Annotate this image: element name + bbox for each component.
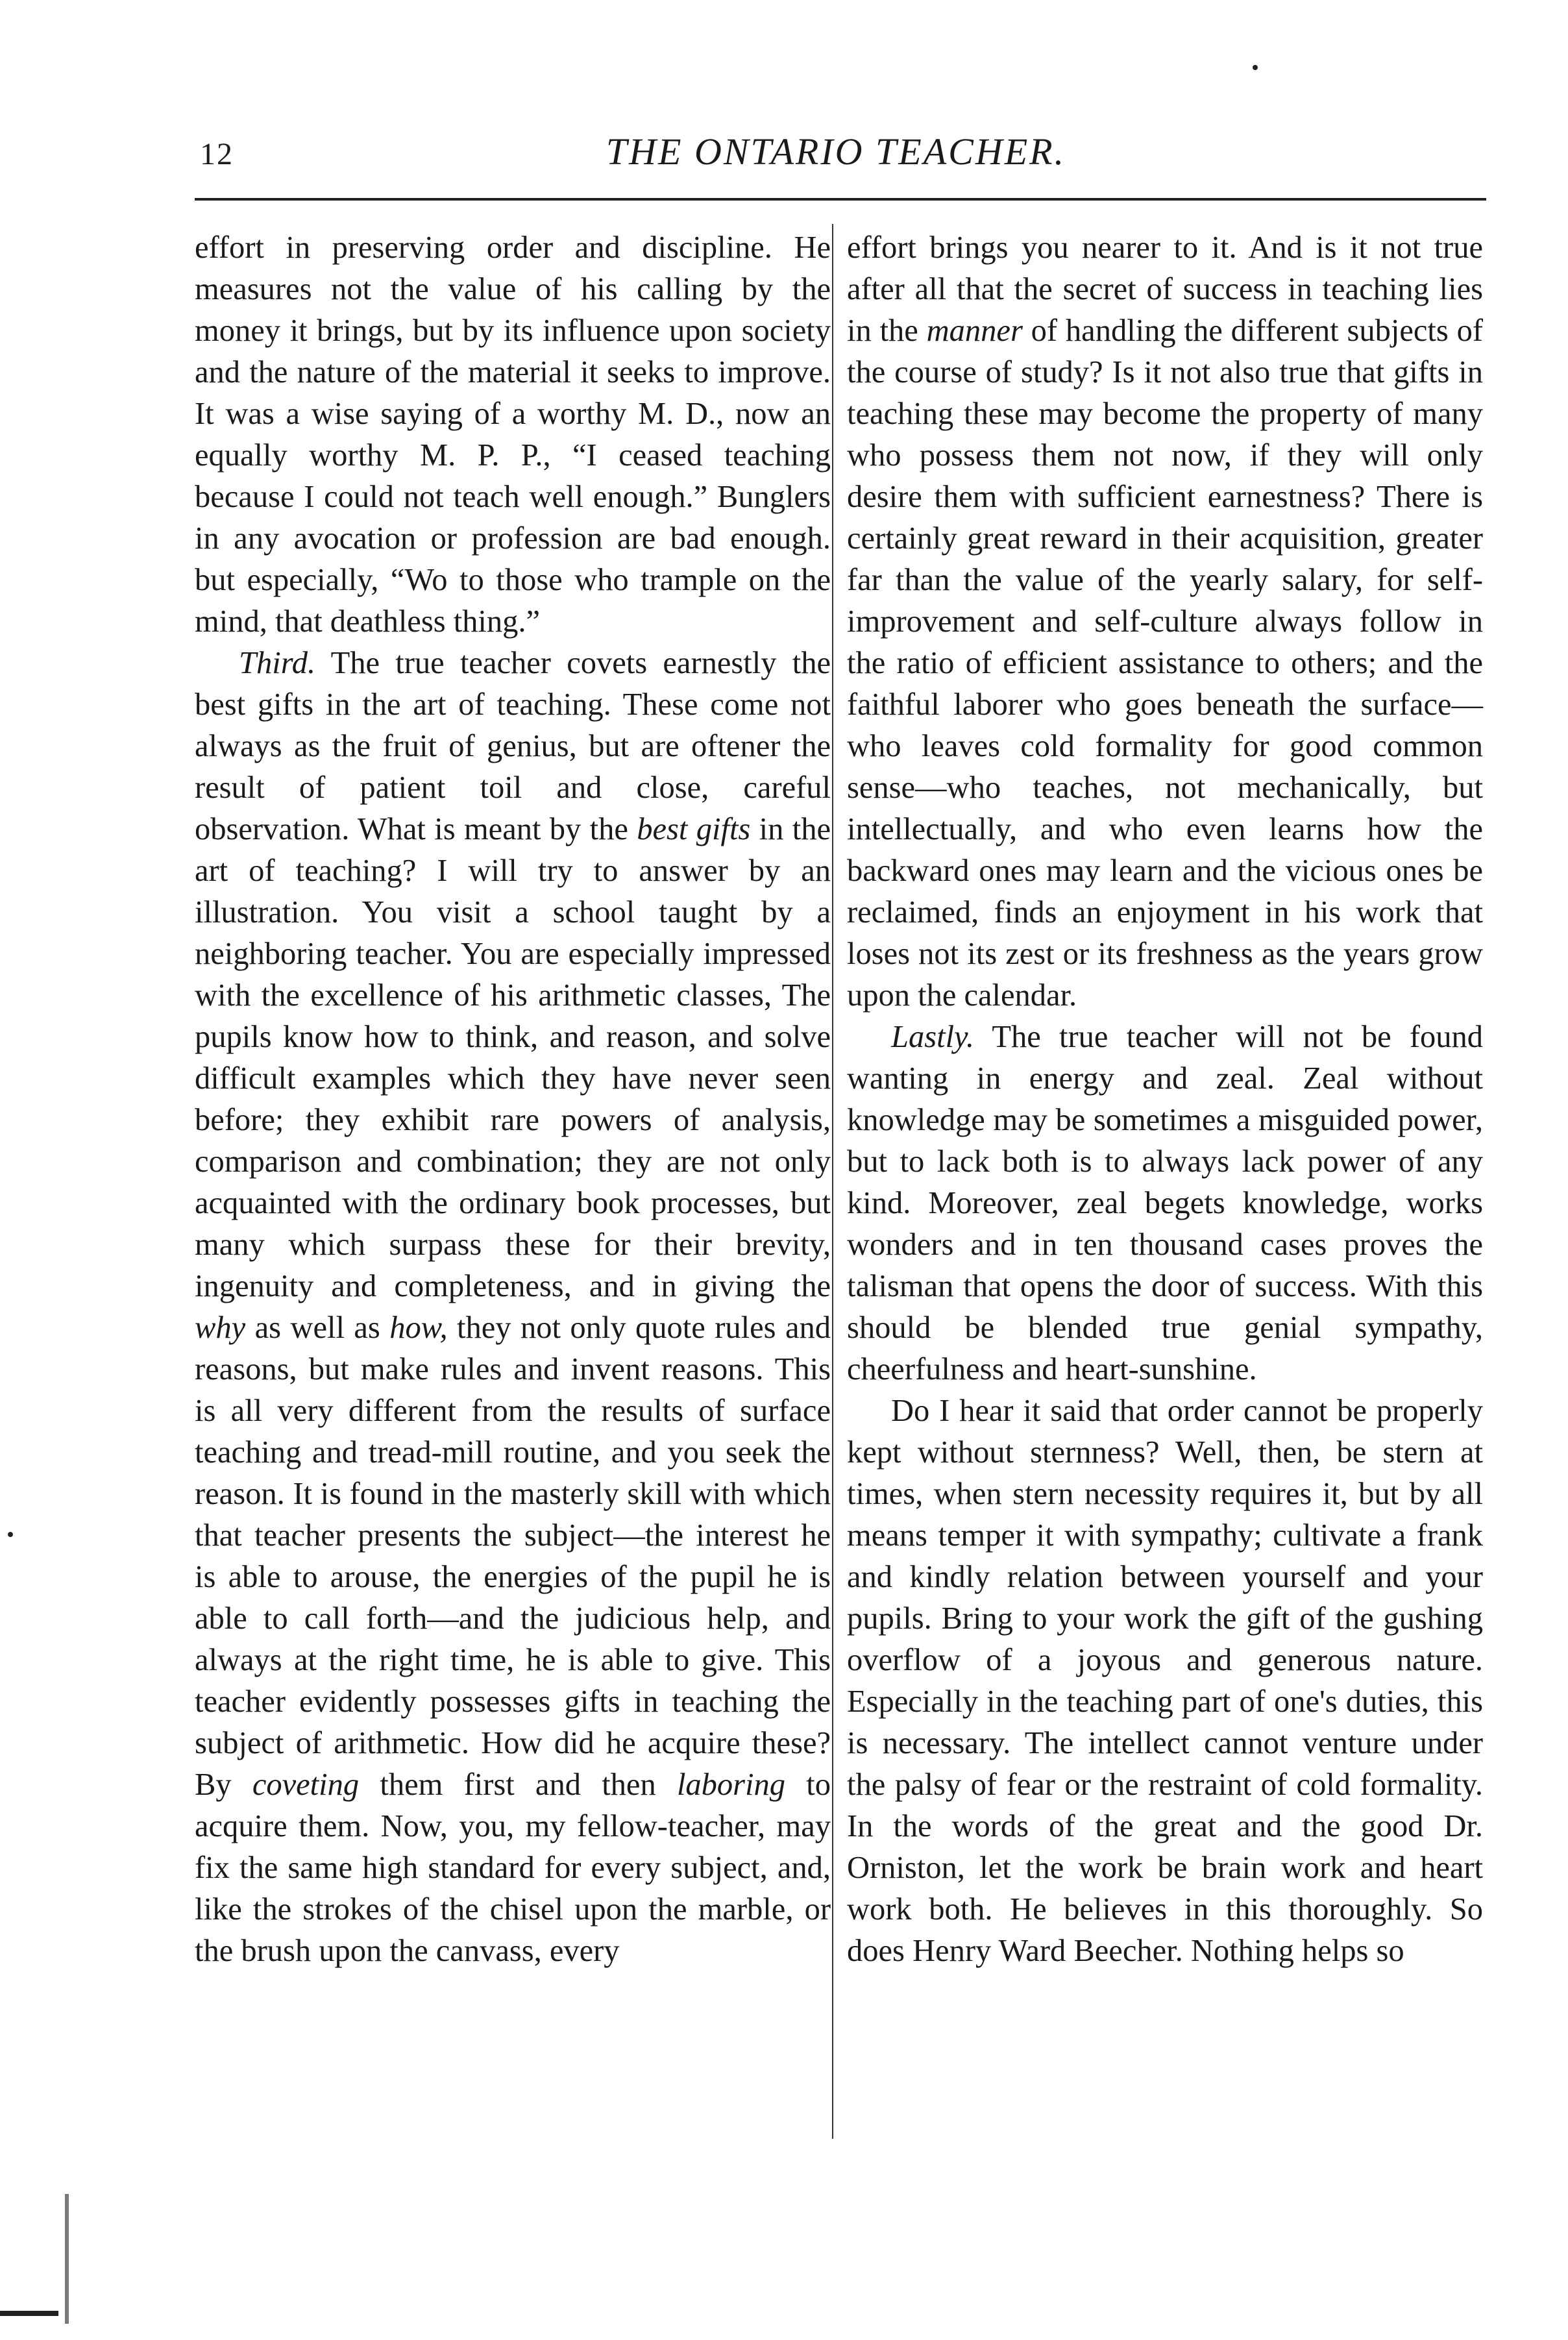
left-column [195,227,831,1972]
text-run: in the art of teaching? I will try to answer by an illustration. You visit a school taught by a neighboring teacher. You are especially impressed with the excellence of his arithmetic classes, The pupils know how to think, and reason, and solve difficult examples which they have never seen before; they exhibit rare powers of analysis, comparison and combination; they are not only acquainted with the ordinary book processes, but many which surpass these for their brevity, ingenuity and completeness, and in giving the [195,812,831,1303]
right-column [847,227,1483,1972]
right-paragraph-1 [847,227,1483,1016]
emphasis: coveting [252,1767,360,1802]
emphasis: laboring [676,1767,786,1802]
scan-speck [8,1532,13,1537]
right-paragraph-3: Do I hear it said that order cannot be properly kept without sternness? Well, then, be stern at times, when stern necessity requires it, but by all means temper it with sympathy; cultivate a frank and kindly relation between yourself and your pupils. Bring to your work the gift of the gushing overflow of a joyous and generous nature. Especially in the teaching part of one's duties, this is necessary. The intellect cannot venture under the palsy of fear or the restraint of cold formality. In the words of the great and the good Dr. Orniston, let the work be brain work and heart work both. He believes in this thoroughly. So does Henry Ward Beecher. Nothing helps so [847,1394,1483,1968]
emphasis: best gifts [637,812,751,846]
running-title: THE ONTARIO TEACHER. [606,130,1066,173]
header-rule [195,198,1486,201]
emphasis: why [195,1311,246,1345]
left-paragraph-1: effort in preserving order and discipline. He measures not the value of his calling by the money it brings, but by its influence upon society and the nature of the material it seeks to improve. It was a wise saying of a worthy M. D., now an equally worthy M. P. P., “I ceased teaching because I could not teach well enough.” Bunglers in any avocation or profession are bad enough. but especially, “Wo to those who trample on the mind, that deathless thing.” [195,230,831,639]
column-divider [832,224,833,2139]
right-paragraph-2 [847,1016,1483,1390]
emphasis: how, [389,1311,448,1345]
text-run: effort brings you nearer to it. And is it not true after all that the secret of success in teaching lies in the [847,230,1483,348]
scan-speck [0,2311,58,2316]
text-run: The true teacher will not be found wanting in energy and zeal. Zeal without knowledge may be sometimes a misguided power, but to lack both is to always lack power of any kind. Moreover, zeal begets knowledge, works wonders and in ten thousand cases proves the talisman that opens the door of success. With this should be blended true genial sympathy, cheerfulness and heart-sunshine. [847,1020,1483,1386]
page-header [200,130,1472,188]
section-lead-third: Third. [239,646,316,680]
text-run: as well as [245,1311,390,1345]
text-run: them first and then [359,1767,677,1802]
section-lead-lastly: Lastly. [891,1020,975,1054]
left-paragraph-2 [195,643,831,1972]
text-run: of handling the different subjects of the course of study? Is it not also true that gifts in teaching these may become the property of many who possess them not now, if they will only desire them with sufficient earnestness? There is certainly great reward in their acquisition, greater far than the value of the yearly salary, for self-improvement and self-culture always follow in the ratio of efficient assistance to others; and the faithful laborer who goes beneath the surface—who leaves cold formality for good common sense—who teaches, not mechanically, but intellectually, and who even learns how the backward ones may learn and the vicious ones be reclaimed, finds an enjoyment in his work that loses not its zest or its freshness as the years grow upon the calendar. [847,314,1483,1013]
scan-speck [1253,65,1258,70]
text-run: they not only quote rules and reasons, but make rules and invent reasons. This is all very different from the results of surface teaching and tread-mill routine, and you seek the reason. It is found in the masterly skill with which that teacher presents the subject—the interest he is able to arouse, the energies of the pupil he is able to call forth—and the judicious help, and always at the right time, he is able to give. This teacher evidently possesses gifts in teaching the subject of arithmetic. How did he acquire these? By [195,1311,831,1802]
scan-speck [65,2194,69,2324]
emphasis: manner [926,314,1023,348]
text-run: The true teacher covets earnestly the best gifts in the art of teaching. These come not always as the fruit of genius, but are oftener the result of patient toil and close, careful observation. What is meant by the [195,646,831,846]
page-number: 12 [200,137,234,171]
text-run: to acquire them. Now, you, my fellow-teacher, may fix the same high standard for every subject, and, like the strokes of the chisel upon the marble, or the brush upon the canvass, every [195,1767,831,1968]
